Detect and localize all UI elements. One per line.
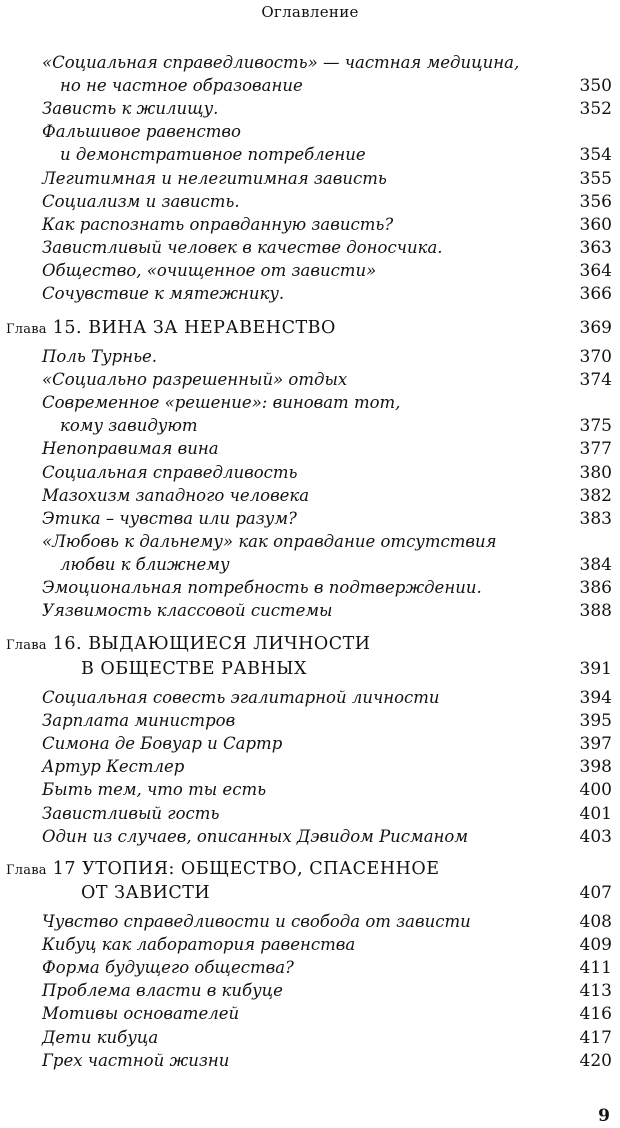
toc-entry: [0, 957, 620, 979]
toc-entry-page: 386: [579, 578, 612, 598]
toc-entry-title: «Любовь к дальнему» как оправдание отсутствия: [42, 531, 497, 551]
toc-entry: [0, 508, 620, 530]
toc-entry: [0, 369, 620, 391]
chapter-title-line1: УТОПИЯ: ОБЩЕСТВО, СПАСЕННОЕ: [82, 859, 440, 879]
toc-entry-page: 350: [579, 76, 612, 97]
chapter-label: Глава: [6, 863, 47, 878]
toc-entry-title: Форма будущего общества?: [42, 958, 294, 978]
toc-entry-page: 403: [579, 826, 612, 847]
chapter-number: 15.: [52, 318, 83, 338]
toc-entry: [0, 485, 620, 507]
toc-entry-title: Современное «решение»: виноват тот,: [42, 393, 401, 413]
toc-entry-title: Эмоциональная потребность в подтверждении.: [42, 578, 482, 597]
chapter-16-heading-line2: [0, 658, 620, 680]
toc-entry: [0, 283, 620, 305]
toc-entry-title: Зависть к жилищу.: [42, 99, 219, 119]
page-number: 9: [598, 1106, 610, 1126]
toc-entry: [0, 168, 620, 190]
toc-entry-title: Завистливый человек в качестве доносчика.: [42, 237, 443, 257]
toc-entry-page: 354: [579, 145, 612, 166]
chapter-label: Глава: [6, 638, 47, 653]
toc-entry: [0, 531, 620, 553]
toc-entry-title: Артур Кестлер: [42, 757, 185, 777]
toc-entry: [0, 1027, 620, 1049]
toc-entry-page: 408: [579, 912, 612, 932]
toc-entry-title: Уязвимость классовой системы: [42, 601, 333, 621]
toc-entry-page: 356: [579, 191, 612, 212]
toc-entry: [0, 415, 620, 437]
toc-entry-page: 375: [579, 416, 612, 437]
toc-entry-page: 374: [579, 370, 612, 391]
toc-entry-title: Легитимная и нелегитимная зависть: [42, 168, 387, 188]
chapter-page: 407: [579, 883, 612, 903]
toc-entry: [0, 803, 620, 825]
chapter-17-heading-line2: [0, 882, 620, 904]
toc-entry-title: Проблема власти в кибуце: [42, 981, 283, 1001]
toc-entry-title: но не частное образование: [60, 76, 303, 96]
toc-entry: [0, 600, 620, 622]
toc-entry: [0, 214, 620, 236]
toc-entry: [0, 98, 620, 120]
toc-entry-title: кому завидуют: [60, 416, 198, 436]
toc-entry: [0, 75, 620, 97]
toc-entry-page: 370: [579, 347, 612, 367]
toc-entry: [0, 1050, 620, 1072]
toc-entry-page: 382: [579, 485, 612, 506]
toc-entry: [0, 237, 620, 259]
toc-entry: [0, 826, 620, 848]
toc-entry: [0, 191, 620, 213]
toc-entry-page: 377: [579, 439, 612, 460]
toc-entry: [0, 980, 620, 1002]
toc-entry-page: 355: [579, 168, 612, 189]
toc-entry: [0, 577, 620, 599]
toc-entry-title: Чувство справедливости и свобода от зависти: [42, 912, 471, 931]
toc-entry-page: 395: [579, 711, 612, 732]
toc-entry-title: Поль Турнье.: [42, 347, 158, 366]
toc-entry-title: и демонстративное потребление: [60, 145, 366, 165]
chapter-label: Глава: [6, 322, 47, 337]
toc-entry-page: 388: [579, 601, 612, 622]
chapter-15-heading: [0, 317, 620, 339]
toc-entry-page: 416: [579, 1004, 612, 1025]
toc-entry-title: Быть тем, что ты есть: [42, 780, 267, 800]
toc-entry: [0, 260, 620, 282]
toc-entry-page: 413: [579, 981, 612, 1002]
toc-entry-title: Этика – чувства или разум?: [42, 508, 297, 528]
toc-entry-page: 417: [579, 1027, 612, 1048]
toc-entry-title: Дети кибуца: [42, 1027, 159, 1047]
toc-entry-page: 363: [579, 237, 612, 258]
toc-entry-page: 384: [579, 554, 612, 575]
toc-entry-page: 383: [579, 508, 612, 529]
chapter-17-heading: [0, 858, 620, 880]
toc-entry-title: Завистливый гость: [42, 803, 220, 823]
toc-entry-page: 400: [579, 780, 612, 801]
toc-entry-page: 411: [579, 958, 612, 979]
toc-entry-title: Один из случаев, описанных Дэвидом Рисманом: [42, 826, 469, 846]
toc-entry-title: Как распознать оправданную зависть?: [42, 214, 394, 234]
toc-entry: [0, 934, 620, 956]
chapter-page: 369: [579, 318, 612, 338]
toc-entry-page: 364: [579, 260, 612, 281]
toc-entry-page: 366: [579, 284, 612, 304]
toc-entry-title: Мазохизм западного человека: [42, 485, 310, 505]
toc-entry: [0, 687, 620, 709]
toc-entry-title: любви к ближнему: [60, 554, 230, 574]
toc-entry-title: Социальная справедливость: [42, 462, 298, 482]
toc-entry-page: 360: [579, 214, 612, 235]
chapter-title-line2: В ОБЩЕСТВЕ РАВНЫХ: [81, 659, 307, 679]
chapter-number: 17: [52, 859, 77, 879]
chapter-title-line2: ОТ ЗАВИСТИ: [81, 883, 211, 903]
chapter-title: ВИНА ЗА НЕРАВЕНСТВО: [88, 318, 336, 338]
toc-entry: [0, 1003, 620, 1025]
toc-entry: [0, 346, 620, 368]
chapter-page: 391: [579, 659, 612, 679]
toc-entry-title: «Социальная справедливость» — частная медицина,: [42, 53, 520, 72]
toc-entry-title: Непоправимая вина: [42, 439, 219, 459]
toc-entry-page: 397: [579, 734, 612, 755]
toc-entry-title: Общество, «очищенное от зависти»: [42, 260, 377, 280]
toc-entry: [0, 911, 620, 933]
chapter-number: 16.: [52, 634, 83, 654]
toc-entry-title: Зарплата министров: [42, 711, 236, 731]
toc-entry: [0, 438, 620, 460]
toc-entry: [0, 144, 620, 166]
chapter-title-line1: ВЫДАЮЩИЕСЯ ЛИЧНОСТИ: [88, 634, 371, 654]
toc-entry: [0, 733, 620, 755]
toc-entry-page: 409: [579, 935, 612, 956]
toc-entry-title: Сочувствие к мятежнику.: [42, 284, 285, 303]
toc-entry-page: 401: [579, 803, 612, 824]
toc-entry-page: 380: [579, 462, 612, 483]
toc-entry-page: 398: [579, 757, 612, 778]
toc-entry-title: «Социально разрешенный» отдых: [42, 370, 348, 390]
toc-entry-page: 352: [579, 99, 612, 120]
toc-entry-title: Мотивы основателей: [42, 1004, 240, 1024]
chapter-16-heading: [0, 633, 620, 655]
toc-entry-title: Социальная совесть эгалитарной личности: [42, 688, 440, 707]
toc-entry: [0, 779, 620, 801]
toc-entry-title: Социализм и зависть.: [42, 191, 240, 211]
toc-entry: [0, 756, 620, 778]
toc-entry: [0, 554, 620, 576]
toc-entry: [0, 462, 620, 484]
toc-entry: [0, 710, 620, 732]
toc-entry-page: 420: [579, 1050, 612, 1071]
toc-entry-title: Грех частной жизни: [42, 1050, 230, 1070]
toc-entry: [0, 121, 620, 143]
toc-entry-title: Кибуц как лаборатория равенства: [42, 935, 356, 955]
toc-entry-title: Фальшивое равенство: [42, 122, 241, 142]
toc-entry-page: 394: [579, 688, 612, 708]
toc-entry-title: Симона де Бовуар и Сартр: [42, 734, 283, 754]
page-header: Оглавление: [261, 3, 359, 21]
toc-entry: [0, 392, 620, 414]
toc-entry: [0, 52, 620, 74]
